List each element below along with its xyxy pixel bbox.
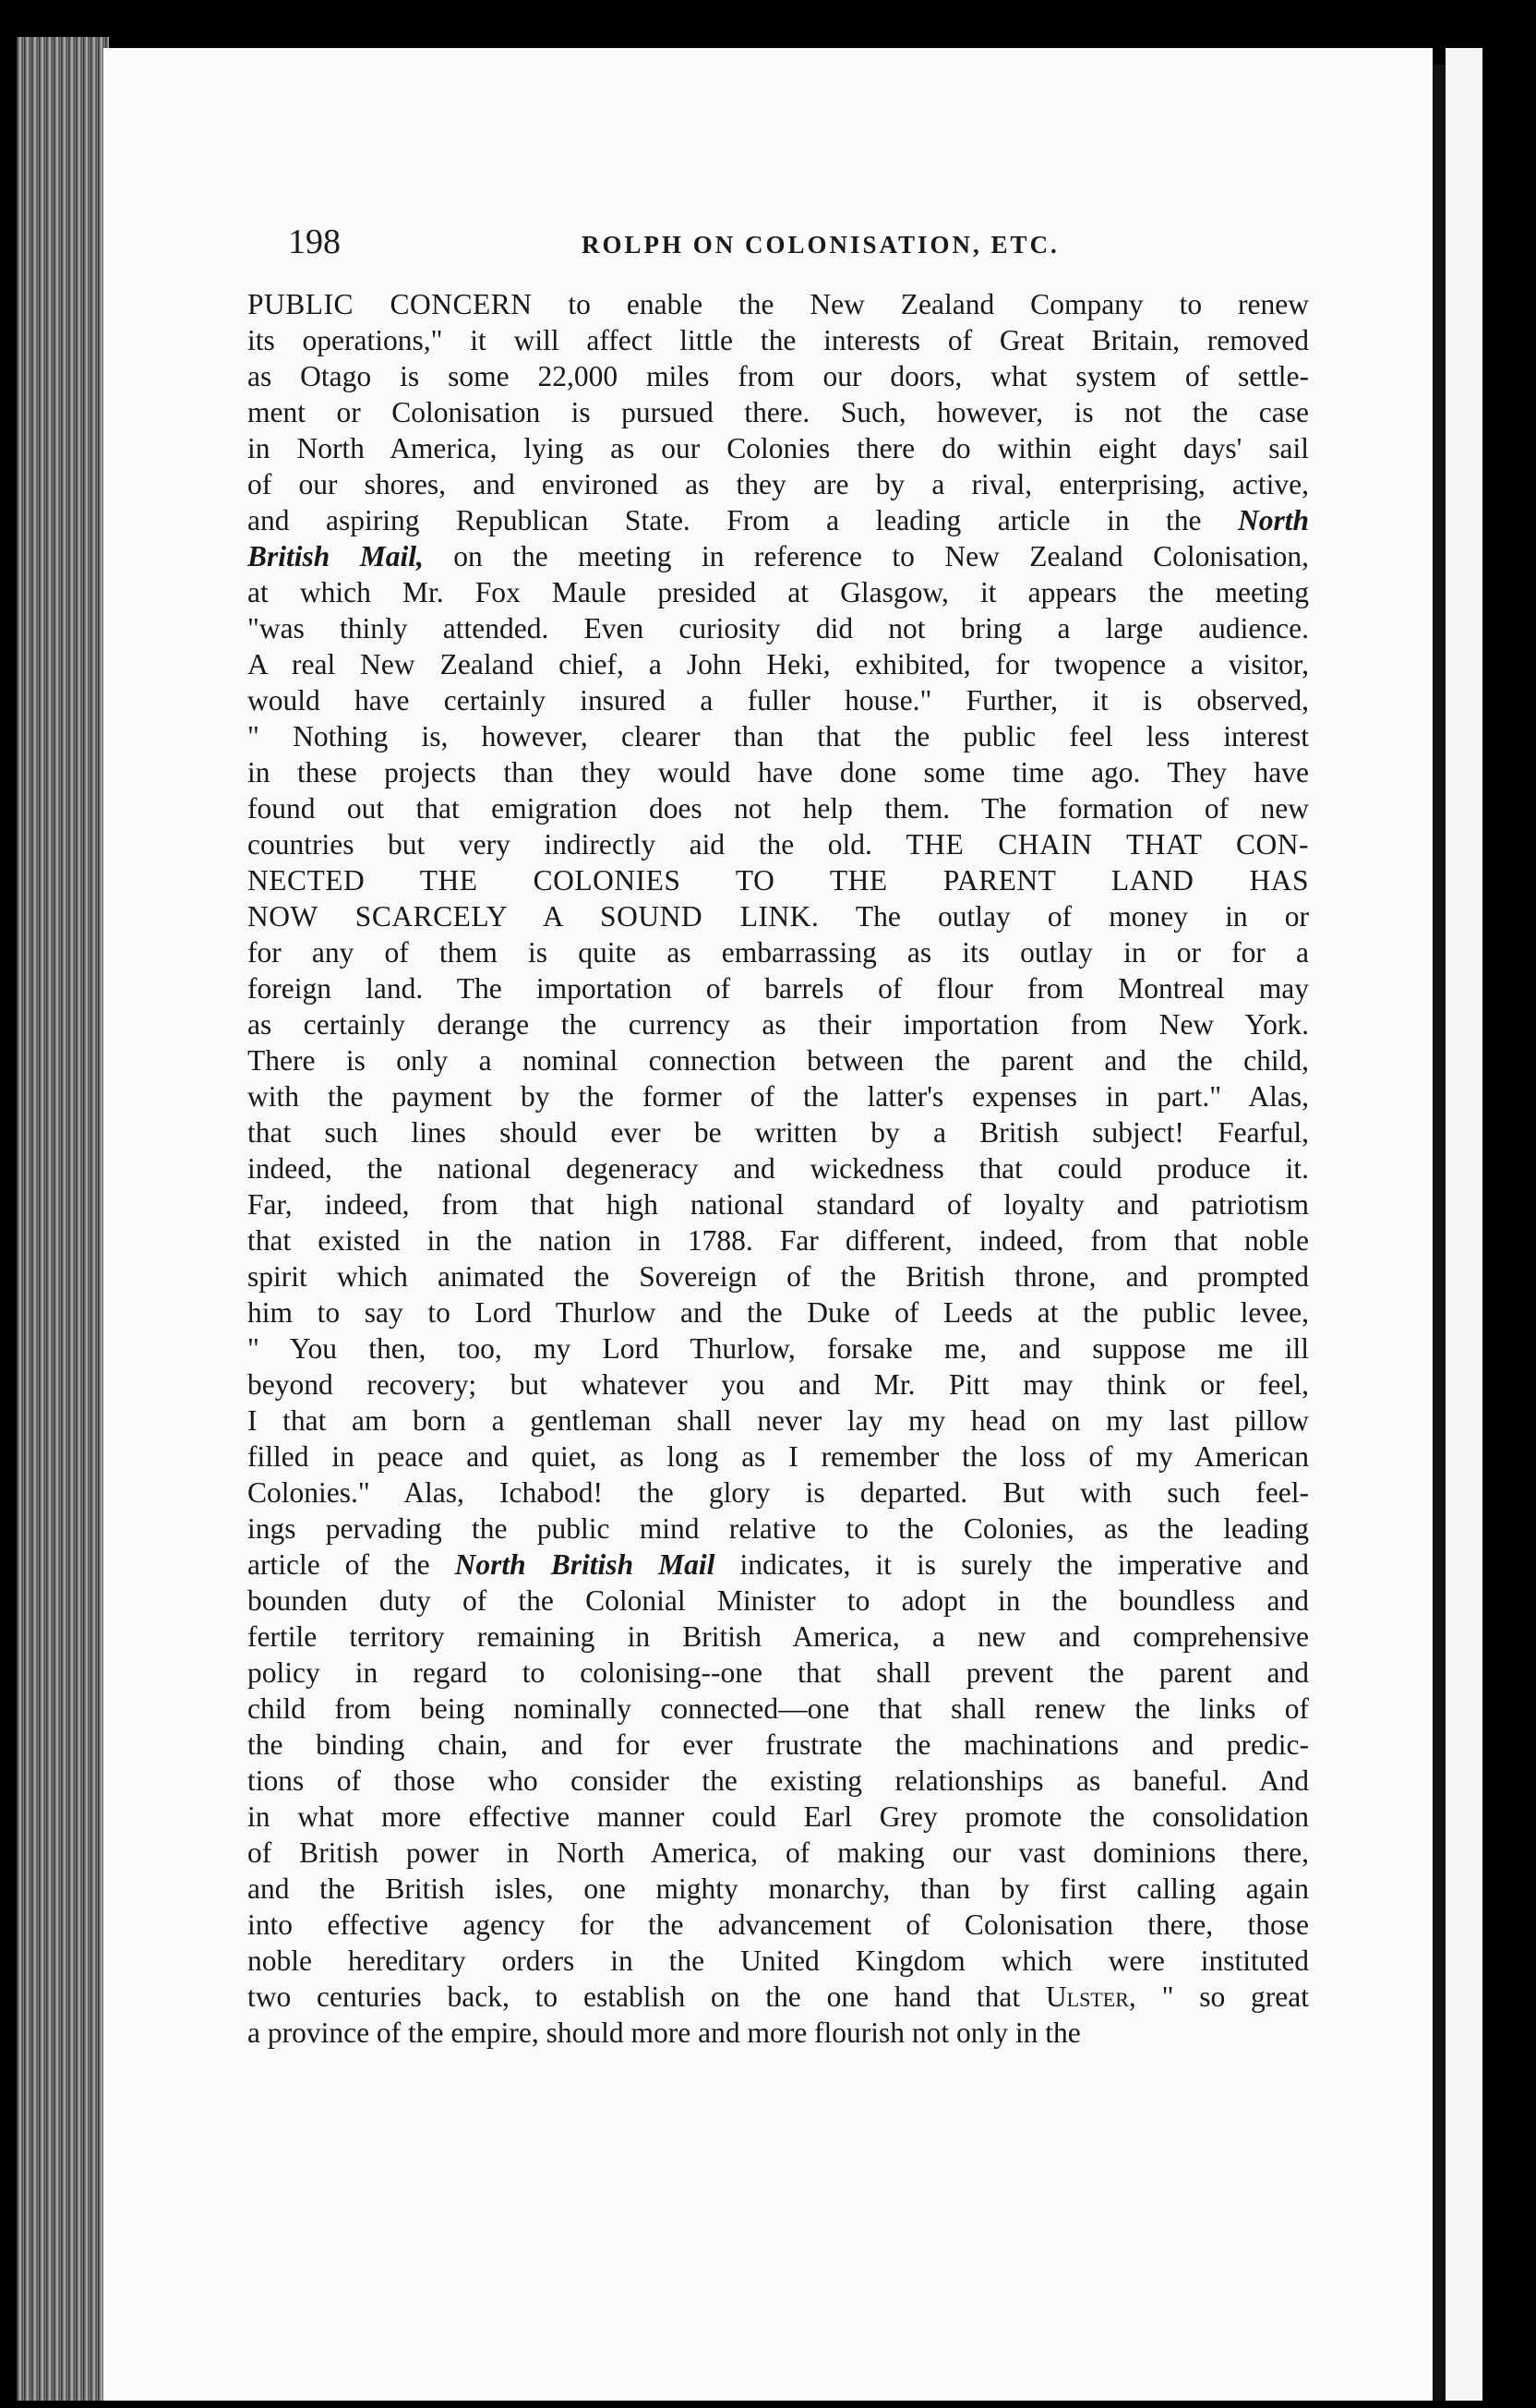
text-line: in North America, lying as our Colonies there do within eight days' sail — [247, 432, 1309, 464]
text-line: as Otago is some 22,000 miles from our doors, what system of settle- — [247, 360, 1309, 392]
text-line: ment or Colonisation is pursued there. Such, however, is not the case — [247, 396, 1309, 428]
text-run: countries but very indirectly aid the old. — [247, 828, 906, 861]
text-line — [247, 286, 1309, 322]
text-line: " Nothing is, however, clearer than that the public feel less interest — [247, 720, 1309, 752]
text-line: the binding chain, and for ever frustrate the machinations and predic- — [247, 1728, 1309, 1761]
text-line: would have certainly insured a fuller house." Further, it is observed, — [247, 684, 1309, 716]
text-line: of British power in North America, of making our vast dominions there, — [247, 1836, 1309, 1869]
text-line: I that am born a gentleman shall never lay my head on my last pillow — [247, 1404, 1309, 1437]
text-line — [247, 826, 1309, 862]
text-line: found out that emigration does not help them. The formation of new — [247, 792, 1309, 825]
text-line: "was thinly attended. Even curiosity did not bring a large audience. — [247, 612, 1309, 644]
text-line: as certainly derange the currency as their importation from New York. — [247, 1008, 1309, 1041]
gutter-shadow — [1433, 65, 1446, 2401]
text-line — [247, 1547, 1309, 1583]
text-line: its operations," it will affect little the interests of Great Britain, removed — [247, 324, 1309, 356]
text-line — [247, 1979, 1309, 2015]
text-line: noble hereditary orders in the United Kingdom which were instituted — [247, 1944, 1309, 1977]
text-line: into effective agency for the advancement of Colonisation there, those — [247, 1908, 1309, 1941]
text-line: Colonies." Alas, Ichabod! the glory is departed. But with such feel- — [247, 1476, 1309, 1509]
text-line: indeed, the national degeneracy and wickedness that could produce it. — [247, 1152, 1309, 1185]
text-line: and the British isles, one mighty monarchy, than by first calling again — [247, 1872, 1309, 1905]
italic-title: North — [1237, 504, 1309, 536]
text-line: filled in peace and quiet, as long as I remember the loss of my American — [247, 1440, 1309, 1473]
text-line: A real New Zealand chief, a John Heki, exhibited, for twopence a visitor, — [247, 648, 1309, 680]
text-line: for any of them is quite as embarrassing as its outlay in or for a — [247, 936, 1309, 969]
text-line: him to say to Lord Thurlow and the Duke of Leeds at the public levee, — [247, 1296, 1309, 1329]
text-run: on the meeting in reference to New Zealand Colonisation, — [423, 540, 1309, 572]
text-line: in what more effective manner could Earl Grey promote the consolidation — [247, 1800, 1309, 1833]
text-line: of our shores, and environed as they are by a rival, enterprising, active, — [247, 468, 1309, 500]
italic-title: North British Mail — [454, 1548, 715, 1581]
text-line: beyond recovery; but whatever you and Mr. Pitt may think or feel, — [247, 1368, 1309, 1401]
text-run: and aspiring Republican State. From a leading article in the — [247, 504, 1238, 536]
text-run: two centuries back, to establish on the one hand that — [247, 1981, 1046, 2013]
text-line: with the payment by the former of the latter's expenses in part." Alas, — [247, 1080, 1309, 1113]
text-line: fertile territory remaining in British America, a new and comprehensive — [247, 1620, 1309, 1653]
facing-page-edge — [1446, 48, 1482, 2401]
text-line: There is only a nominal connection between the parent and the child, — [247, 1044, 1309, 1077]
text-line: spirit which animated the Sovereign of the British throne, and prompted — [247, 1260, 1309, 1293]
text-run: , " so great — [1128, 1981, 1309, 2013]
emphasis-caps: PUBLIC CONCERN — [247, 288, 533, 320]
text-run: indicates, it is surely the imperative and — [714, 1548, 1310, 1581]
text-run: to enable the New Zealand Company to renew — [532, 288, 1309, 320]
text-line: foreign land. The importation of barrels of flour from Montreal may — [247, 972, 1309, 1005]
emphasis-caps: THE CHAIN THAT CON- — [906, 828, 1309, 861]
text-line — [247, 502, 1309, 538]
text-line: bounden duty of the Colonial Minister to adopt in the boundless and — [247, 1584, 1309, 1617]
running-head: ROLPH ON COLONISATION, ETC. — [582, 231, 1060, 259]
text-line: child from being nominally connected—one that shall renew the links of — [247, 1692, 1309, 1725]
text-line: " You then, too, my Lord Thurlow, forsake me, and suppose me ill — [247, 1332, 1309, 1365]
smallcaps-name: Ulster — [1045, 1981, 1129, 2013]
text-line — [247, 898, 1309, 934]
text-line: policy in regard to colonising--one that shall prevent the parent and — [247, 1656, 1309, 1689]
text-run: The outlay of money in or — [819, 900, 1309, 933]
text-line: NECTED THE COLONIES TO THE PARENT LAND HAS — [247, 864, 1309, 897]
text-line — [247, 538, 1309, 574]
text-line: a province of the empire, should more and more flourish not only in the — [247, 2017, 1081, 2049]
text-line: Far, indeed, from that high national standard of loyalty and patriotism — [247, 1188, 1309, 1221]
body-text — [247, 286, 1309, 2051]
text-line: tions of those who consider the existing relationships as baneful. And — [247, 1764, 1309, 1797]
text-line: that existed in the nation in 1788. Far different, indeed, from that noble — [247, 1224, 1309, 1257]
page-number: 198 — [288, 223, 341, 261]
text-line: in these projects than they would have done some time ago. They have — [247, 756, 1309, 789]
text-run: article of the — [247, 1548, 455, 1581]
text-line: ings pervading the public mind relative to the Colonies, as the leading — [247, 1512, 1309, 1545]
book-page-edges — [17, 37, 109, 2401]
text-line: at which Mr. Fox Maule presided at Glasgow, it appears the meeting — [247, 576, 1309, 608]
emphasis-caps: NOW SCARCELY A SOUND LINK. — [247, 900, 820, 933]
italic-title: British Mail, — [247, 540, 424, 572]
text-line: that such lines should ever be written by a British subject! Fearful, — [247, 1116, 1309, 1149]
